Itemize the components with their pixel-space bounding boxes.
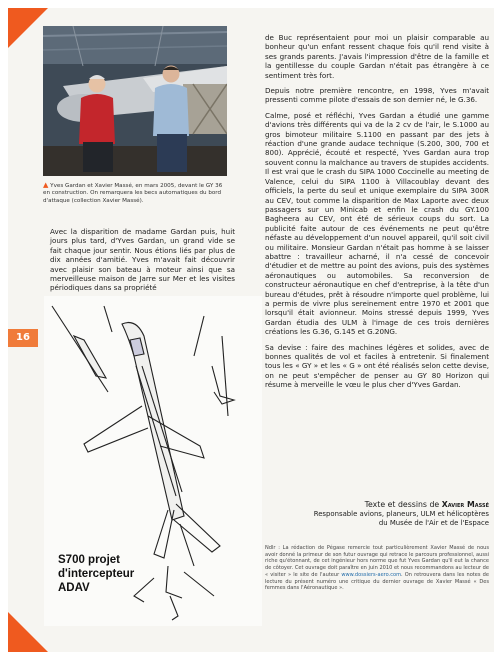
right-paragraph-1: de Buc représentaient pour moi un plaisir comparable au bonheur qu'un enfant ressent chaque fois qu'il rend visite à ses grands parents. J'avais l'impression d'être de la famille et la gentillesse du couple Gardan n'était pas étrangère à ce sentiment très fort. <box>265 33 489 80</box>
drawing-title: S700 projet d'intercepteur ADAV <box>58 554 135 594</box>
corner-decoration-bottom <box>8 612 48 652</box>
photo-caption-text: Yves Gardan et Xavier Massé, en mars 2005, devant le GY 36 en construction. On remarquera les becs automatiques du bord d'attaque (collection Xavier Massé). <box>43 183 223 204</box>
editor-note <box>265 545 489 592</box>
photo-caption <box>43 182 229 205</box>
photo-illustration <box>43 26 227 176</box>
author-role-2: du Musée de l'Air et de l'Espace <box>378 519 489 527</box>
photo-gardan-masse <box>43 26 227 176</box>
author-website-link[interactable]: www.dossiers-aero.com <box>341 571 402 578</box>
right-paragraph-2: Depuis notre première rencontre, en 1998, Yves m'avait pressenti comme pilote d'essais de son dernier né, le G.36. <box>265 86 489 105</box>
left-paragraph: Avec la disparition de madame Gardan puis, huit jours plus tard, d'Yves Gardan, un grand vide se fait chaque jour sentir. Nous étions liés par plus de dix années d'amitié. Yves m'avait fait découvrir avec plaisir son bateau à moteur ainsi que sa merveilleuse maison de Jarre sur Mer et les visites périodiques dans sa propriété <box>50 227 235 293</box>
editor-note-text-1: Ndlr : La rédaction de Pégase remercie tout particulièrement Xavier Massé de nous avoir donné la primeur de son futur ouvrage qui retrace le parcours professionnel, aussi riche qu'étonnant, de cet ingénieur hors norme que fut Yves Gardan qu'il eut la chance de côtoyer. Cet ouvrage doit paraître en juin 2010 et nous recommandons au lecteur de « visiter » le site de l'auteur <box>265 545 489 578</box>
right-column <box>265 33 489 396</box>
signature-line: Texte et dessins de <box>364 500 440 509</box>
right-paragraph-4: Sa devise : faire des machines légères et solides, avec de bonnes qualités de vol et faciles à entretenir. Si finalement tous les « GY » et les « G » ont été réalisés selon cette devise, on ne peut s'empêcher de penser au GY 80 Horizon qui résume à merveille le vœu le plus cher d'Yves Gardan. <box>265 342 489 390</box>
author-name: Xavier Massé <box>441 500 489 509</box>
right-paragraph-3: Calme, posé et réfléchi, Yves Gardan a étudié une gamme d'avions très différents qui va de la 2 cv de l'air, le S.1000 au gros bimoteur militaire S.1100 en passant par des jets à réaction d'une grande audace technique (S.200, 300, 700 et 800). Apprécié, écouté et respecté, Yves Gardan aura trop souvent connu la malchance au travers de stupides accidents. Il est vrai que le crash du SIPA 1000 Coccinelle au meeting de Valence, celui du SIPA 1100 à Villacoublay devant des officiels, la perte du seul et unique exemplaire du SIPA 300R au CEV, tout comme la disparition de Max Laporte avec deux passagers sur un Minicab et enfin le crash du GY.100 Bagheera au CEV, ont été de sérieux coups du sort. La publicité faite autour de ces événements ne peut qu'être néfaste au développement d'un nouvel appareil, qu'il soit civil ou militaire. Monsieur Gardan n'était pas homme à se laisser abattre : travailleur acharné, il n'a cessé de concevoir d'étudier et de mettre au point des avions, puis des systèmes aéronautiques ou automobiles. Sa reconversion de constructeur aéronautique en chef d'entreprise, à la tête d'un bureau d'études, prêt à résoudre n'importe quel problème, lui a permis de vivre plus sereinement entre 1970 et 2001 que lorsqu'il était avionneur. Moins stressé depuis 1999, Yves Gardan étudia des ULM à l'image de ces trois dernières créations les G.36, G.145 et G.20NG. <box>265 110 489 337</box>
editor-note-text-2: . On retrouvera dans les notes de lecture du présent numéro une critique du dernier ouvrage de Xavier Massé « Des femmes dans l'Aéronautique ». <box>265 571 489 592</box>
corner-decoration-top <box>8 8 48 48</box>
left-column <box>50 227 235 299</box>
signature <box>265 500 489 528</box>
caption-triangle-icon: ▲ <box>43 181 49 189</box>
author-role-1: Responsable avions, planeurs, ULM et hélicoptères <box>313 510 489 518</box>
page-number: 16 <box>8 329 38 347</box>
